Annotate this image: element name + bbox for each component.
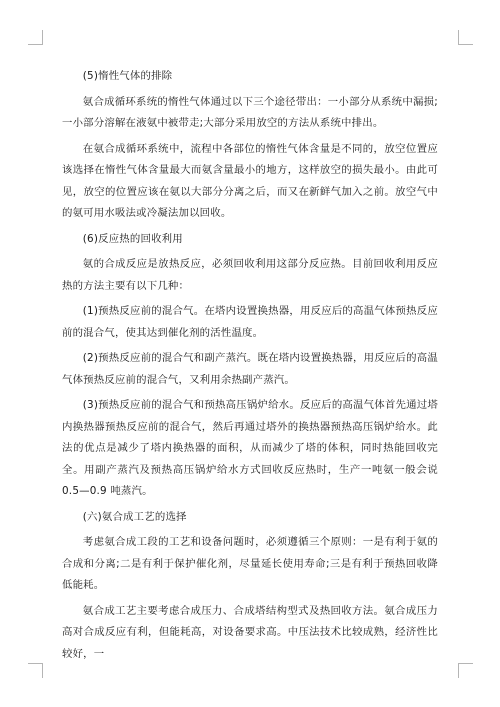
list-item-method-2: (2)预热反应前的混合气和副产蒸汽。既在塔内设置换热器，用反应后的高温气体预热反应前的混合气，又利用余热副产蒸汽。 — [62, 352, 438, 386]
section-heading-process-selection: (六)氨合成工艺的选择 — [82, 510, 187, 523]
section-heading-inert-gas: (5)惰性气体的排除 — [82, 70, 173, 82]
list-item-method-1: (1)预热反应前的混合气。在塔内设置换热器，用反应后的高温气体预热反应前的混合气，使其达到催化剂的活性温度。 — [62, 305, 438, 339]
paragraph-heat-recovery-intro: 氨的合成反应是放热反应，必须回收利用这部分反应热。目前回收利用反应热的方法主要有以下几种： — [62, 258, 438, 292]
paragraph-three-principles: 考虑氨合成工段的工艺和设备问题时，必须遵循三个原则：一是有利于氨的合成和分离;二是有利于保护催化剂，尽量延长使用寿命;三是有利于预热回收降低能耗。 — [62, 536, 438, 591]
crop-mark-top-right — [458, 30, 473, 45]
section-heading-heat-recovery: (6)反应热的回收利用 — [82, 232, 183, 245]
paragraph-vent-location: 在氨合成循环系统中，流程中各部位的惰性气体含量是不同的，放空位置应该选择在惰性气体含量最大而氨含量最小的地方，这样放空的损失最小。由此可见，放空的位置应该在氨以大部分分离之后，而又在新鲜气加入之前。放空气中的氨可用水吸法或冷凝法加以回收。 — [62, 142, 438, 219]
paragraph-inert-gas-routes: 氨合成循环系统的惰性气体通过以下三个途径带出：一小部分从系统中漏损;一小部分溶解在液氨中被带走;大部分采用放空的方法从系统中排出。 — [62, 95, 438, 129]
crop-mark-bottom-right — [458, 663, 473, 678]
crop-mark-bottom-left — [28, 663, 43, 678]
paragraph-process-considerations: 氨合成工艺主要考虑合成压力、合成塔结构型式及热回收方法。氨合成压力高对合成反应有利，但能耗高，对设备要求高。中压法技术比较成熟，经济性比较好，一 — [62, 604, 438, 660]
list-item-method-3: (3)预热反应前的混合气和预热高压锅炉给水。反应后的高温气体首先通过塔内换热器预热反应前的混合气，然后再通过塔外的换热器预热高压锅炉给水。此法的优点是减少了塔内换热器的面积，从而减少了塔的体积，同时热能回收完全。用副产蒸汽及预热高压锅炉给水方式回收反应热时，生产一吨氨一般会说 0.5—0.9 吨蒸汽。 — [62, 399, 438, 497]
crop-mark-top-left — [28, 30, 43, 45]
document-body — [62, 66, 438, 669]
